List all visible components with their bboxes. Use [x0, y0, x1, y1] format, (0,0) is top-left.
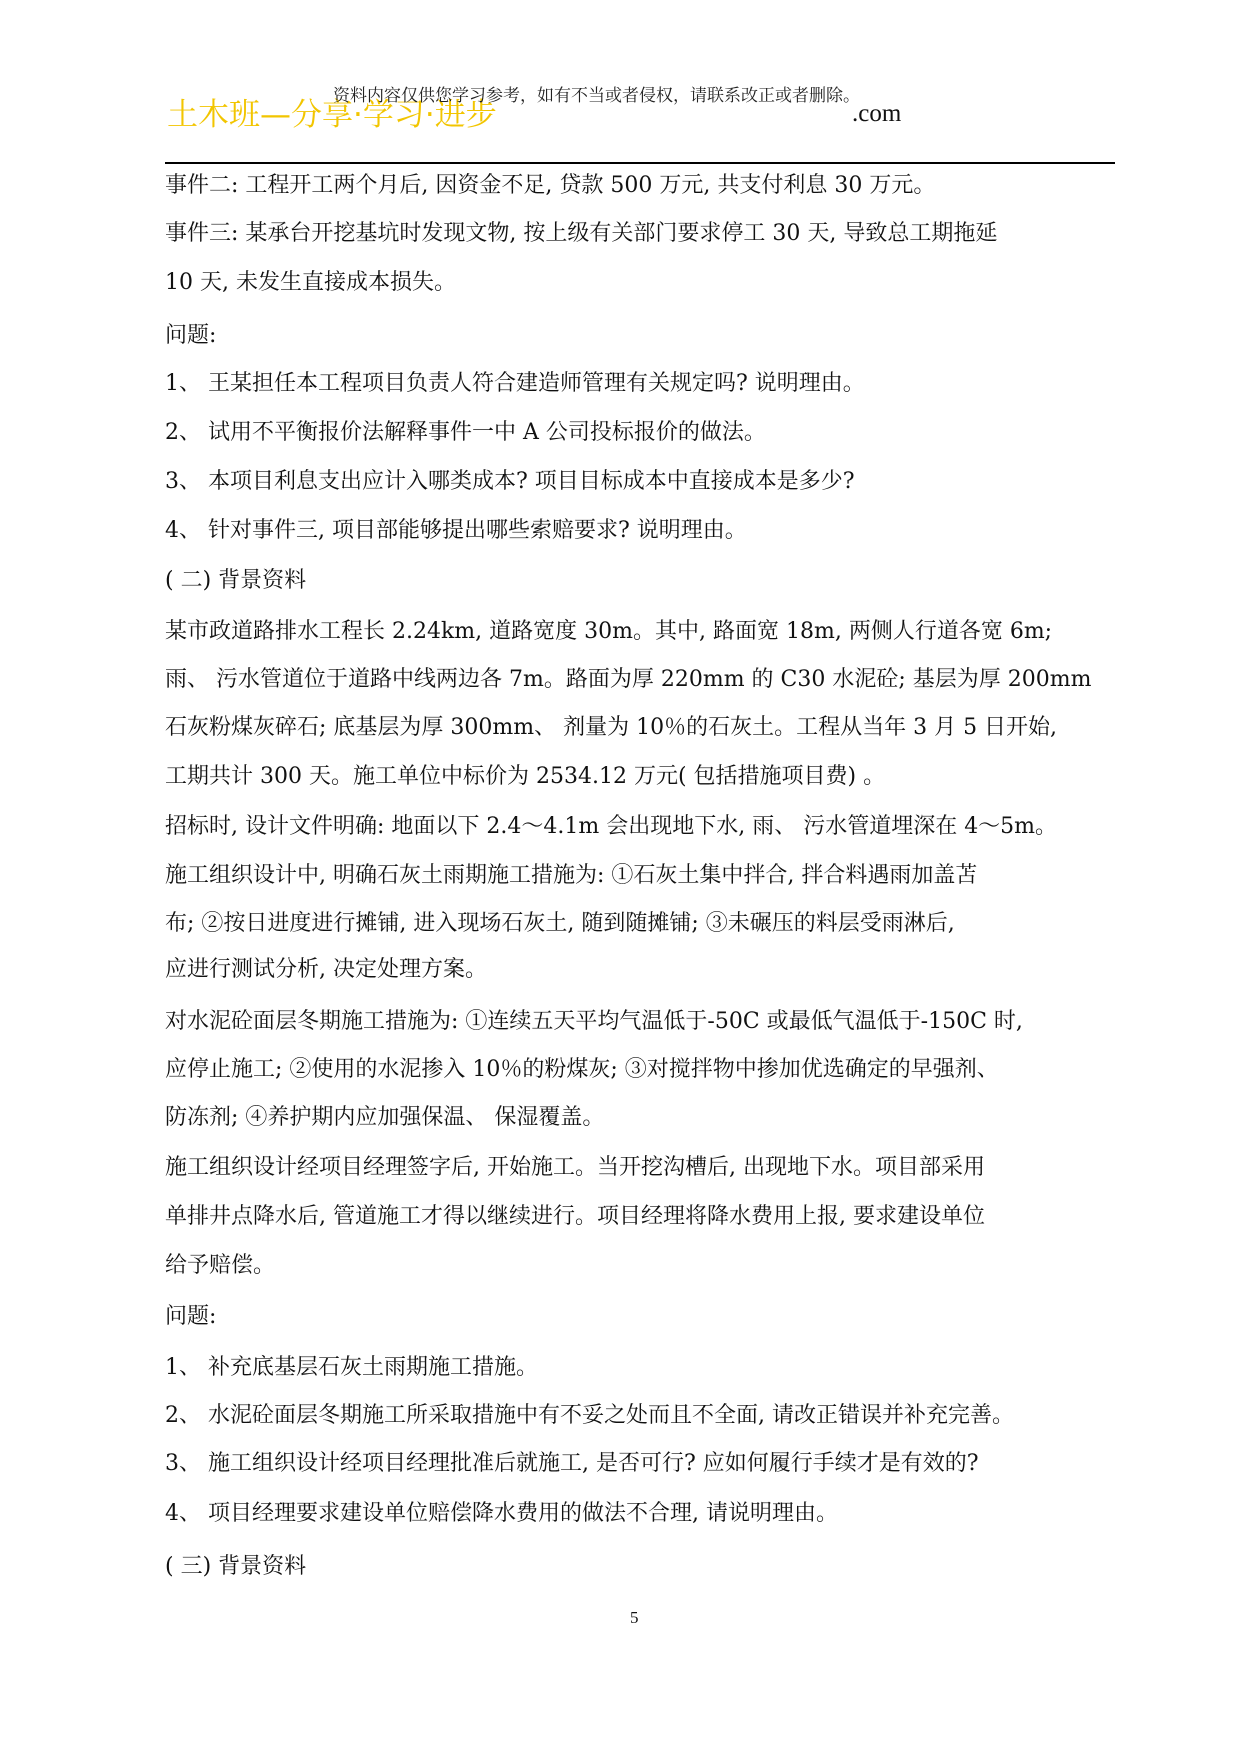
question-item: 3、 施工组织设计经项目经理批准后就施工, 是否可行? 应如何履行手续才是有效的?: [165, 1451, 979, 1476]
section-heading: ( 三) 背景资料: [165, 1554, 307, 1579]
section-question-heading: 问题:: [165, 1304, 217, 1329]
header-brand: 土木班—分享·学习·进步: [167, 97, 497, 133]
text-line: 某市政道路排水工程长 2.24km, 道路宽度 30m。其中, 路面宽 18m, 两侧人行道各宽 6m;: [165, 619, 1053, 644]
text-line: 对水泥砼面层冬期施工措施为: ①连续五天平均气温低于-50C 或最低气温低于-150C 时,: [165, 1009, 1023, 1034]
section-heading: ( 二) 背景资料: [165, 568, 307, 593]
question-item: 1、 王某担任本工程项目负责人符合建造师管理有关规定吗? 说明理由。: [165, 371, 865, 396]
question-item: 2、 试用不平衡报价法解释事件一中 A 公司投标报价的做法。: [165, 420, 766, 445]
header-notice: 资料内容仅供您学习参考，如有不当或者侵权，请联系改正或者删除。: [333, 86, 860, 106]
question-item: 1、 补充底基层石灰土雨期施工措施。: [165, 1355, 538, 1380]
text-line: 应停止施工; ②使用的水泥掺入 10％的粉煤灰; ③对搅拌物中掺加优选确定的早强剂、: [165, 1057, 999, 1082]
question-item: 3、 本项目利息支出应计入哪类成本? 项目目标成本中直接成本是多少?: [165, 469, 855, 494]
question-item: 4、 项目经理要求建设单位赔偿降水费用的做法不合理, 请说明理由。: [165, 1501, 838, 1526]
text-line: 给予赔偿。: [165, 1253, 276, 1278]
text-line: 雨、 污水管道位于道路中线两边各 7m。路面为厚 220mm 的 C30 水泥砼; 基层为厚 200mm: [165, 667, 1092, 692]
text-line: 施工组织设计经项目经理签字后, 开始施工。当开挖沟槽后, 出现地下水。项目部采用: [165, 1155, 985, 1180]
text-line: 防冻剂; ④养护期内应加强保温、 保湿覆盖。: [165, 1105, 605, 1130]
text-line: 单排井点降水后, 管道施工才得以继续进行。项目经理将降水费用上报, 要求建设单位: [165, 1204, 985, 1229]
page-header: [0, 0, 1240, 170]
text-line: 事件三: 某承台开挖基坑时发现文物, 按上级有关部门要求停工 30 天, 导致总工期拖延: [165, 221, 998, 246]
text-line: 招标时, 设计文件明确: 地面以下 2.4～4.1m 会出现地下水, 雨、 污水管道埋深在 4～5m。: [165, 814, 1058, 839]
text-line: 工期共计 300 天。施工单位中标价为 2534.12 万元( 包括措施项目费) 。: [165, 764, 886, 789]
text-line: 应进行测试分析, 决定处理方案。: [165, 957, 487, 982]
text-line: 10 天, 未发生直接成本损失。: [165, 270, 456, 295]
question-item: 4、 针对事件三, 项目部能够提出哪些索赔要求? 说明理由。: [165, 518, 747, 543]
header-dotcom: .com: [852, 100, 902, 127]
page-number: 5: [630, 1608, 639, 1627]
section-question-heading: 问题:: [165, 323, 217, 348]
text-line: 施工组织设计中, 明确石灰土雨期施工措施为: ①石灰土集中拌合, 拌合料遇雨加盖苫: [165, 863, 978, 888]
header-rule: [165, 162, 1115, 164]
text-line: 石灰粉煤灰碎石; 底基层为厚 300mm、 剂量为 10％的石灰土。工程从当年 3 月 5 日开始,: [165, 715, 1058, 740]
text-line: 布; ②按日进度进行摊铺, 进入现场石灰土, 随到随摊铺; ③未碾压的料层受雨淋后,: [165, 911, 955, 936]
question-item: 2、 水泥砼面层冬期施工所采取措施中有不妥之处而且不全面, 请改正错误并补充完善。: [165, 1403, 1014, 1428]
text-line: 事件二: 工程开工两个月后, 因资金不足, 贷款 500 万元, 共支付利息 30 万元。: [165, 173, 936, 198]
